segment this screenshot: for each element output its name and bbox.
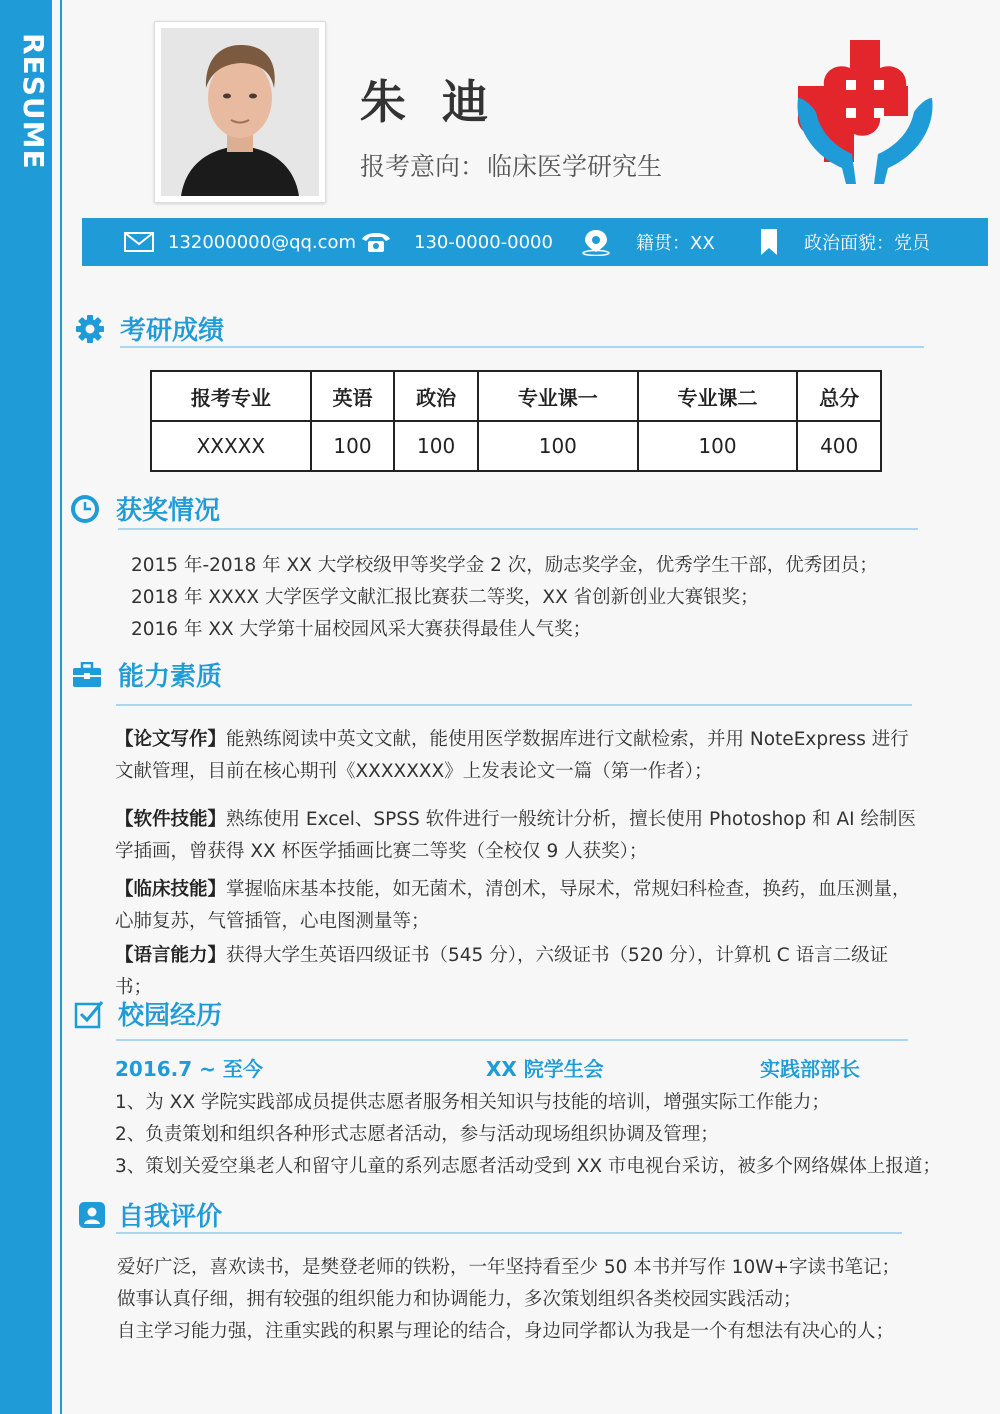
contact-bar (82, 218, 988, 266)
table-header-cell: 总分 (797, 371, 881, 421)
skill-item (115, 874, 925, 938)
table-cell: 100 (478, 421, 638, 471)
table-header-cell: 政治 (394, 371, 478, 421)
campus-item: 1、为 XX 学院实践部成员提供志愿者服务相关知识与技能的培训，增强实际工作能力； (115, 1092, 830, 1113)
section-divider (118, 528, 918, 530)
table-cell: 100 (638, 421, 798, 471)
phone-text: 130-0000-0000 (414, 231, 553, 253)
table-row (151, 421, 881, 471)
application-intent (360, 147, 664, 183)
self-eval-item: 做事认真仔细，拥有较强的组织能力和协调能力，多次策划组织各类校园实践活动； (117, 1289, 802, 1310)
profile-photo (161, 28, 319, 196)
section-title-self: 自我评价 (118, 1202, 223, 1232)
section-title-scores: 考研成绩 (120, 316, 225, 346)
section-title-campus: 校园经历 (118, 1001, 223, 1031)
section-awards-header (70, 490, 220, 527)
contact-phone (360, 218, 553, 266)
medical-cross-hands-logo (790, 36, 940, 188)
location-pin-icon (580, 228, 612, 256)
skill-tag: 【软件技能】 (115, 809, 227, 830)
skill-text: 能熟练阅读中英文文献，能使用医学数据库进行文献检索，并用 NoteExpress 进行文献管理，目前在核心期刊《XXXXXXX》上发表论文一篇（第一作者）； (115, 729, 909, 782)
bookmark-icon (758, 228, 780, 256)
section-divider (116, 1232, 902, 1234)
table-header-cell: 专业课一 (478, 371, 638, 421)
clock-icon (70, 494, 100, 524)
skill-tag: 【临床技能】 (115, 879, 227, 900)
campus-item: 3、策划关爱空巢老人和留守儿童的系列志愿者活动受到 XX 市电视台采访，被多个网络媒体上报道； (115, 1156, 941, 1177)
profile-photo-frame (154, 21, 326, 203)
skill-text: 掌握临床基本技能，如无菌术，清创术，导尿术，常规妇科检查，换药，血压测量，心肺复苏，气管插管，心电图测量等； (115, 879, 911, 932)
email-text: 132000000@qq.com (168, 231, 357, 253)
table-cell: 400 (797, 421, 881, 471)
campus-date: 2016.7 ~ 至今 (115, 1057, 263, 1081)
sidebar-divider (60, 0, 62, 1414)
table-header-cell: 英语 (311, 371, 395, 421)
political-text: 政治面貌：党员 (804, 233, 930, 254)
briefcase-icon (72, 662, 102, 688)
skill-tag: 【语言能力】 (115, 945, 227, 966)
intent-label: 报考意向： (360, 152, 486, 181)
section-title-skills: 能力素质 (118, 662, 223, 692)
award-item: 2018 年 XXXX 大学医学文献汇报比赛获二等奖，XX 省创新创业大赛银奖； (131, 587, 759, 608)
candidate-name: 朱迪 (360, 75, 524, 129)
table-cell: XXXXX (151, 421, 311, 471)
scores-table (150, 370, 882, 472)
contact-email (124, 218, 356, 266)
section-self-header (78, 1196, 222, 1233)
gear-icon (74, 313, 106, 345)
hometown-text: 籍贯：XX (636, 233, 715, 254)
skill-item (115, 724, 925, 788)
resume-label: RESUME (17, 33, 50, 170)
phone-icon (360, 231, 392, 253)
self-eval-item: 自主学习能力强，注重实践的积累与理论的结合，身边同学都认为我是一个有想法有决心的人； (117, 1321, 895, 1342)
table-header-cell: 报考专业 (151, 371, 311, 421)
skill-text: 熟练使用 Excel、SPSS 软件进行一般统计分析，擅长使用 Photoshop 和 AI 绘制医学插画，曾获得 XX 杯医学插画比赛二等奖（全校仅 9 人获奖）； (115, 809, 917, 862)
checkbox-icon (74, 999, 104, 1029)
section-scores-header (74, 310, 224, 347)
skill-item (115, 940, 925, 1004)
award-item: 2015 年-2018 年 XX 大学校级甲等奖学金 2 次，励志奖学金，优秀学生干部，优秀团员； (131, 555, 878, 576)
section-title-awards: 获奖情况 (116, 496, 221, 526)
skill-text: 获得大学生英语四级证书（545 分），六级证书（520 分），计算机 C 语言二级证书； (115, 945, 889, 998)
intent-value: 临床医学研究生 (487, 152, 663, 181)
campus-org: XX 院学生会 (486, 1057, 604, 1081)
campus-item: 2、负责策划和组织各种形式志愿者活动，参与活动现场组织协调及管理； (115, 1124, 719, 1145)
section-divider (116, 704, 912, 706)
self-eval-item: 爱好广泛，喜欢读书，是樊登老师的铁粉，一年坚持看至少 50 本书并写作 10W+字读书笔记； (117, 1257, 901, 1278)
contact-political (758, 218, 930, 266)
email-icon (124, 232, 154, 252)
table-cell: 100 (394, 421, 478, 471)
sidebar (0, 0, 52, 1414)
section-campus-header (74, 995, 222, 1032)
table-header-row (151, 371, 881, 421)
table-cell: 100 (311, 421, 395, 471)
section-divider (116, 1039, 908, 1041)
section-divider (120, 346, 924, 348)
campus-role: 实践部部长 (760, 1057, 860, 1081)
skill-item (115, 804, 925, 868)
section-skills-header (72, 656, 222, 693)
contact-hometown (580, 218, 715, 266)
skill-tag: 【论文写作】 (115, 729, 227, 750)
award-item: 2016 年 XX 大学第十届校园风采大赛获得最佳人气奖； (131, 619, 592, 640)
table-header-cell: 专业课二 (638, 371, 798, 421)
user-icon (78, 1201, 106, 1229)
